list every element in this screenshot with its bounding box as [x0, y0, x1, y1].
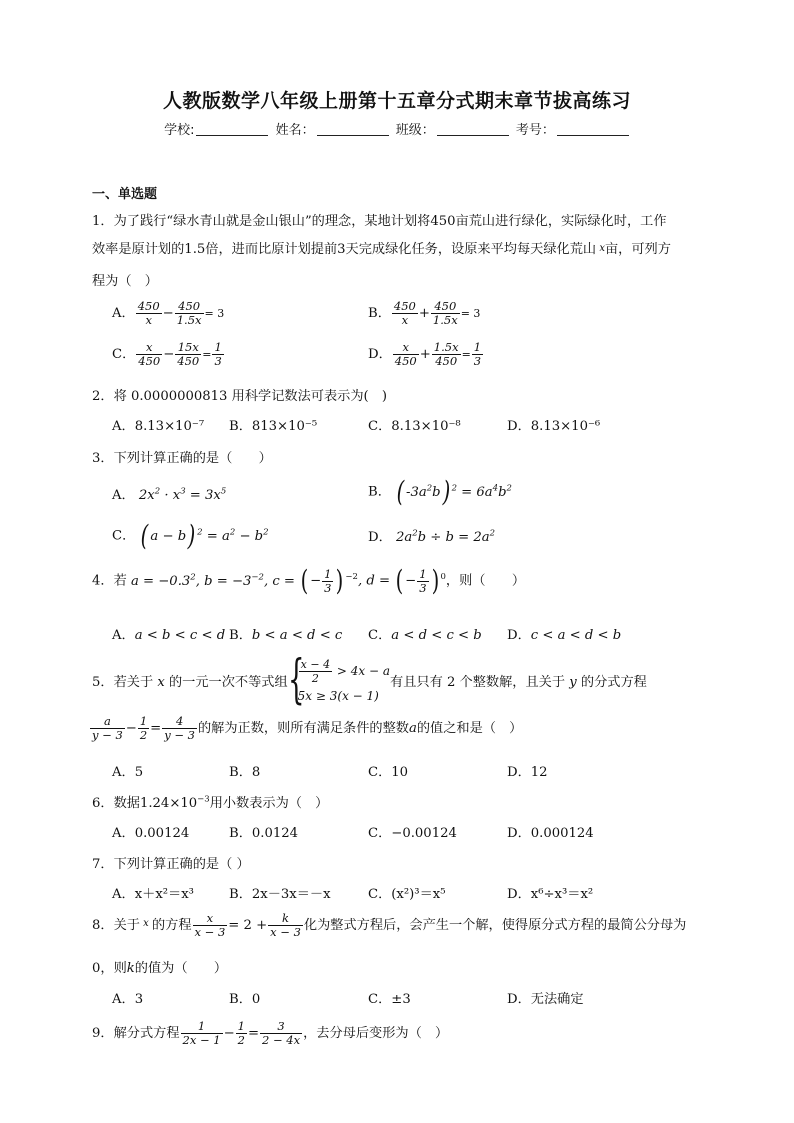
- question-1-option-a[interactable]: A． $\frac{450}{x}$ − $\frac{450}{1.5x}$ = 3: [112, 299, 225, 327]
- question-9: 9．解分式方程 $\frac{1}{2x - 1}$ − $\frac{1}{2}$ = $\frac{3}{2 - 4x}$ ，去分母后变形为（ ）: [92, 1019, 449, 1047]
- question-5-line-1: 5．若关于 x 的一元一次不等式组 { $\frac{x - 4}{2}$ > 4x − a 5x ≥ 3(x − 1)有且只有 2 个整数解，且关于 y 的分式方程: [92, 650, 647, 710]
- name-blank[interactable]: [317, 123, 389, 136]
- question-8-line-1: 8．关于 $^x$ 的方程 $\frac{x}{x - 3}$ = 2 + $\frac{k}{x - 3}$ 化为整式方程后，会产生一个解，使得原分式方程的最简公分母为: [92, 911, 687, 939]
- question-5-option-a[interactable]: A．5: [112, 765, 144, 780]
- question-2-option-a[interactable]: A．8.13×10⁻⁷: [112, 419, 205, 434]
- question-6-option-b[interactable]: B．0.0124: [229, 826, 299, 841]
- question-2: 2．将 0.0000000813 用科学记数法可表示为( ): [92, 389, 387, 404]
- question-1-option-d[interactable]: D． $\frac{x}{450}$ + $\frac{1.5x}{450}$ = $\frac{1}{3}$: [368, 340, 482, 368]
- question-4: 4．若 $a = -0.3^2$, $b = -3^{-2}$, c = ( − $\frac{1}{3}$ ) $^{-2}$, d = ( − $\frac{1}{3}$ ) $^0$，则（ ）: [92, 564, 526, 597]
- question-1-option-c[interactable]: C． $\frac{x}{450}$ − $\frac{15x}{450}$ = $\frac{1}{3}$: [112, 340, 222, 368]
- question-5-option-d[interactable]: D．12: [507, 765, 548, 780]
- question-8-option-a[interactable]: A．3: [112, 992, 144, 1007]
- question-1-option-b[interactable]: B． $\frac{450}{x}$ + $\frac{450}{1.5x}$ = 3: [368, 299, 481, 327]
- id-label: 考号：: [515, 123, 555, 138]
- class-label: 班级：: [395, 123, 435, 138]
- question-7: 7．下列计算正确的是（ ）: [92, 857, 250, 872]
- class-blank[interactable]: [437, 123, 509, 136]
- school-label: 学校:: [164, 123, 195, 138]
- question-4-option-b[interactable]: B．b < a < d < c: [229, 628, 343, 643]
- question-3-option-c[interactable]: C． ( a − b) $^2 = a^2 - b^2$: [112, 519, 269, 552]
- name-label: 姓名：: [275, 123, 315, 138]
- question-6: 6．数据$1.24\times 10^{-3}$用小数表示为（ ）: [92, 794, 329, 811]
- question-2-option-c[interactable]: C．8.13×10⁻⁸: [368, 419, 461, 434]
- question-6-option-d[interactable]: D．0.000124: [507, 826, 594, 841]
- question-5-option-c[interactable]: C．10: [368, 765, 409, 780]
- school-blank[interactable]: [196, 123, 268, 136]
- question-7-option-b[interactable]: B．2x－3x＝－x: [229, 887, 331, 902]
- question-3: 3．下列计算正确的是（ ）: [92, 451, 272, 466]
- question-6-option-c[interactable]: C．−0.00124: [368, 826, 457, 841]
- question-5-option-b[interactable]: B．8: [229, 765, 261, 780]
- question-3-option-d[interactable]: D． $2a^2b \div b = 2a^2$: [368, 528, 496, 545]
- question-8-option-d[interactable]: D．无法确定: [507, 992, 584, 1007]
- question-3-option-a[interactable]: A． $2x^2 \cdot x^3 = 3x^5$: [112, 486, 227, 503]
- question-7-option-c[interactable]: C．(x²)³＝x⁵: [368, 887, 446, 902]
- id-blank[interactable]: [557, 123, 629, 136]
- question-1-line-1: 1．为了践行“绿水青山就是金山银山”的理念，某地计划将450亩荒山进行绿化，实际绿化时，工作: [92, 214, 667, 229]
- question-4-option-d[interactable]: D．c < a < d < b: [507, 628, 622, 643]
- section-heading: 一、单选题: [92, 187, 158, 202]
- question-1-line-2: 效率是原计划的1.5倍，进而比原计划提前3天完成绿化任务，设原来平均每天绿化荒山 x亩，可列方: [92, 242, 671, 257]
- question-6-option-a[interactable]: A．0.00124: [112, 826, 190, 841]
- student-info-row: [0, 119, 794, 138]
- question-7-option-d[interactable]: D．x⁶÷x³＝x²: [507, 887, 594, 902]
- question-8-option-b[interactable]: B．0: [229, 992, 261, 1007]
- page-title: 人教版数学八年级上册第十五章分式期末章节拔高练习: [162, 90, 631, 112]
- question-4-option-a[interactable]: A．a < b < c < d: [112, 628, 226, 643]
- question-7-option-a[interactable]: A．x＋x²＝x³: [112, 887, 194, 902]
- question-2-option-b[interactable]: B．813×10⁻⁵: [229, 419, 318, 434]
- question-8-line-2: 0，则k的值为（ ）: [92, 961, 228, 976]
- question-5-line-2: $\frac{a}{y - 3}$ − $\frac{1}{2}$ = $\frac{4}{y - 3}$ 的解为正数，则所有满足条件的整数a的值之和是（ ）: [92, 714, 523, 742]
- question-4-option-c[interactable]: C．a < d < c < b: [368, 628, 482, 643]
- question-2-option-d[interactable]: D．8.13×10⁻⁶: [507, 419, 601, 434]
- question-8-option-c[interactable]: C．±3: [368, 992, 411, 1007]
- question-1-line-3: 程为（ ）: [92, 274, 158, 289]
- question-3-option-b[interactable]: B． ( $-3a^2b$) $^2 = 6a^4b^2$: [368, 475, 512, 508]
